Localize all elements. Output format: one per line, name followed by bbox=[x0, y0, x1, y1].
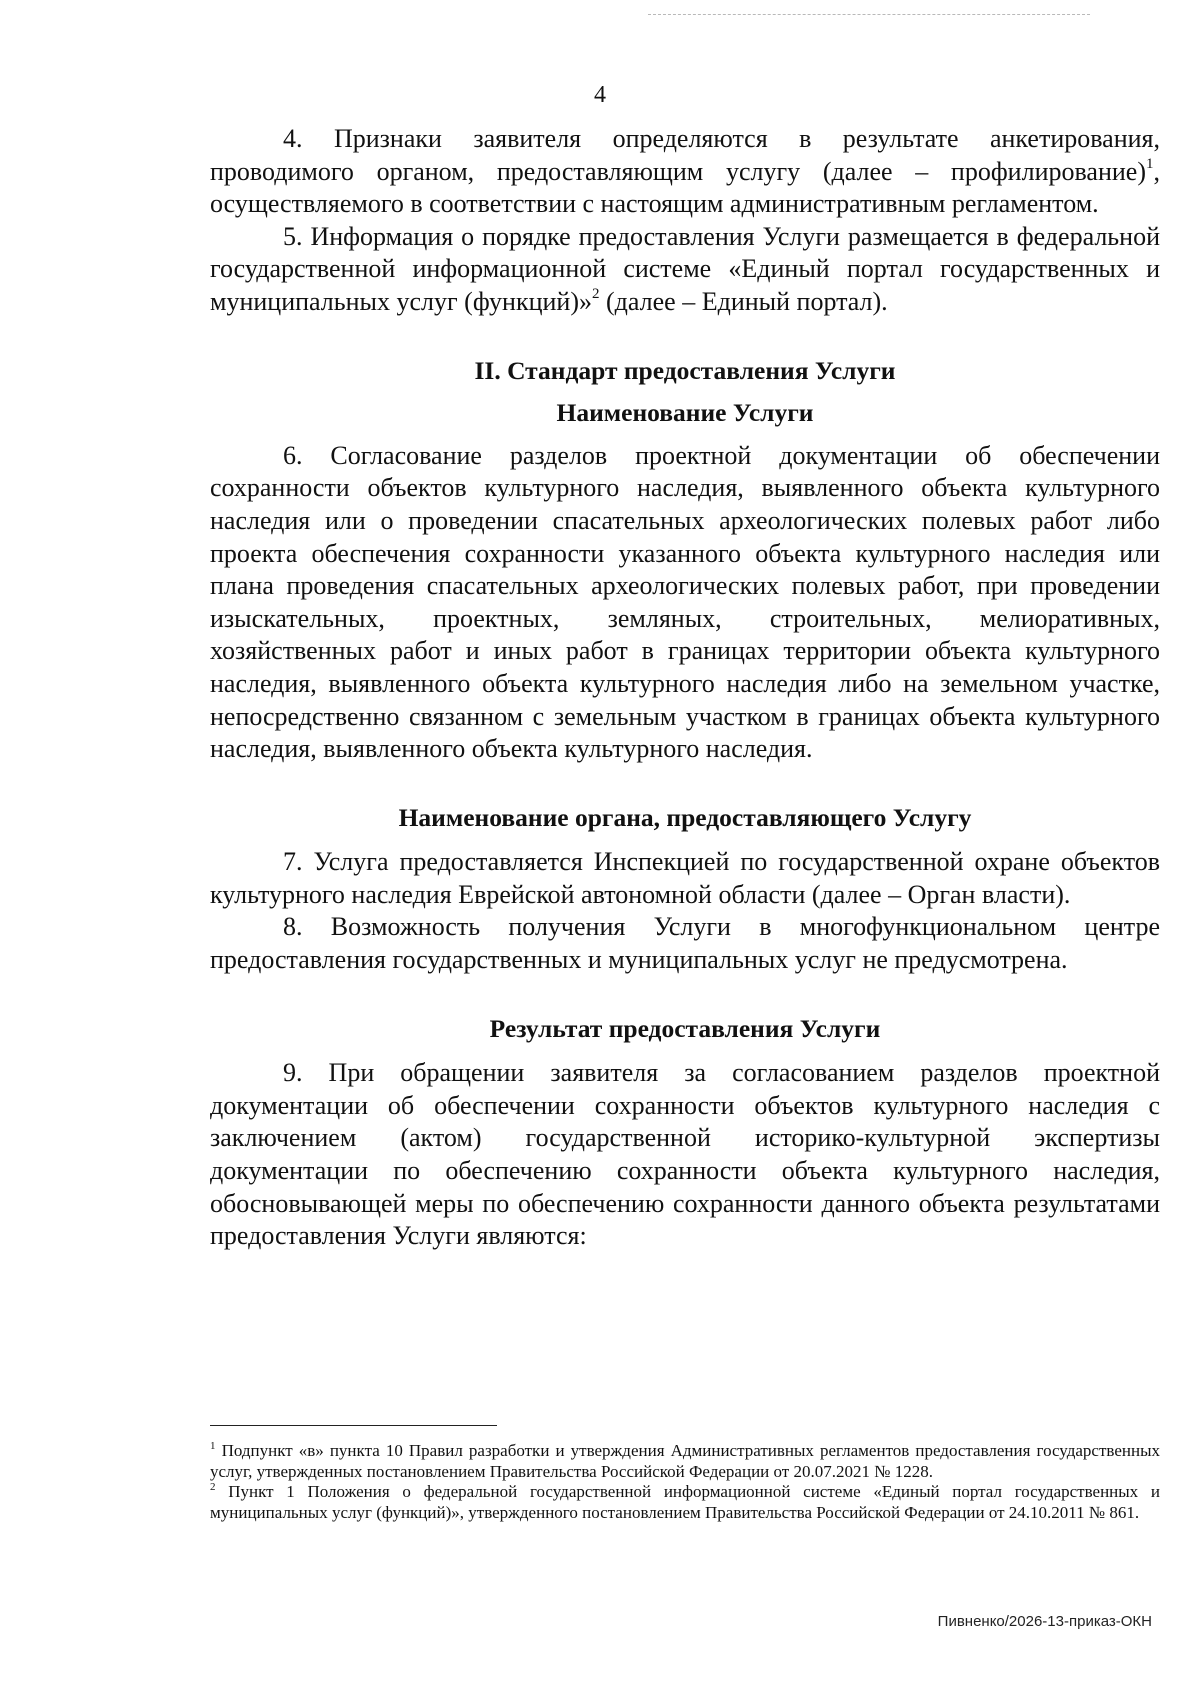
paragraph-5-text: 5. Информация о порядке предоставления Услуги размещается в федеральной государственной информационной системе «Единый портал государственных и муниципальных услуг (функций)» bbox=[210, 221, 1160, 316]
footnote-ref-1: 1 bbox=[1146, 155, 1154, 172]
document-code: Пивненко/2026-13-приказ-ОКН bbox=[937, 1613, 1152, 1630]
paragraph-9: 9. При обращении заявителя за согласованием разделов проектной документации об обеспечении сохранности объектов культурного наследия с заключением (актом) государственной историко-культурной экспертизы документации по обеспечению сохранности объекта культурного наследия, обосновывающей меры по обеспечению сохранности данного объекта результатами предоставления Услуги являются: bbox=[210, 1058, 1160, 1251]
footnote-2-mark: 2 bbox=[210, 1481, 216, 1493]
page-number: 4 bbox=[594, 82, 606, 108]
result-heading: Результат предоставления Услуги bbox=[489, 1013, 881, 1043]
scan-artifact-line bbox=[648, 14, 1090, 15]
footnote-2-text: Пункт 1 Положения о федеральной государственной информационной системе «Единый портал государственных и муниципальных услуг (функций)», утвержденного постановлением Правительства Российской Федерации от 24.10.2011 № 861. bbox=[210, 1482, 1160, 1522]
paragraph-4-text: 4. Признаки заявителя определяются в результате анкетирования, проводимого органом, предоставляющим услугу (далее – профилирование) bbox=[210, 124, 1160, 186]
paragraph-7: 7. Услуга предоставляется Инспекцией по государственной охране объектов культурного наследия Еврейской автономной области (далее – Орган власти). bbox=[210, 847, 1160, 909]
paragraph-5-end: (далее – Единый портал). bbox=[599, 286, 888, 316]
footnote-1-text: Подпункт «в» пункта 10 Правил разработки и утверждения Административных регламентов предоставления государственных услуг, утвержденных постановлением Правительства Российской Федерации от 20.07.2021 № 1228. bbox=[210, 1441, 1160, 1481]
footnote-separator bbox=[210, 1425, 497, 1426]
footnote-1-mark: 1 bbox=[210, 1440, 216, 1452]
footnotes bbox=[210, 1441, 1160, 1523]
authority-name-heading: Наименование органа, предоставляющего Услугу bbox=[398, 802, 972, 832]
paragraph-6: 6. Согласование разделов проектной документации об обеспечении сохранности объектов культурного наследия, выявленного объекта культурного наследия или о проведении спасательных археологических полевых работ либо проекта обеспечения сохранности указанного объекта культурного наследия или плана проведения спасательных археологических полевых работ, при проведении изыскательных, проектных, земляных, строительных, мелиоративных, хозяйственных работ и иных работ в границах территории объекта культурного наследия, выявленного объекта культурного наследия либо на земельном участке, непосредственно связанном с земельным участком в границах объекта культурного наследия, выявленного объекта культурного наследия. bbox=[210, 440, 1160, 764]
footnote-ref-2: 2 bbox=[592, 285, 600, 302]
paragraph-4-end: , осуществляемого в соответствии с настоящим административным регламентом. bbox=[210, 156, 1160, 219]
paragraph-4 bbox=[210, 123, 1160, 221]
service-name-heading: Наименование Услуги bbox=[556, 398, 814, 428]
paragraph-8: 8. Возможность получения Услуги в многофункциональном центре предоставления государственных и муниципальных услуг не предусмотрена. bbox=[210, 912, 1160, 975]
section-heading: II. Стандарт предоставления Услуги bbox=[474, 355, 896, 385]
document-body bbox=[210, 123, 1160, 1253]
footnote-2 bbox=[210, 1482, 1160, 1523]
paragraph-5 bbox=[210, 221, 1160, 319]
footnote-1 bbox=[210, 1441, 1160, 1482]
